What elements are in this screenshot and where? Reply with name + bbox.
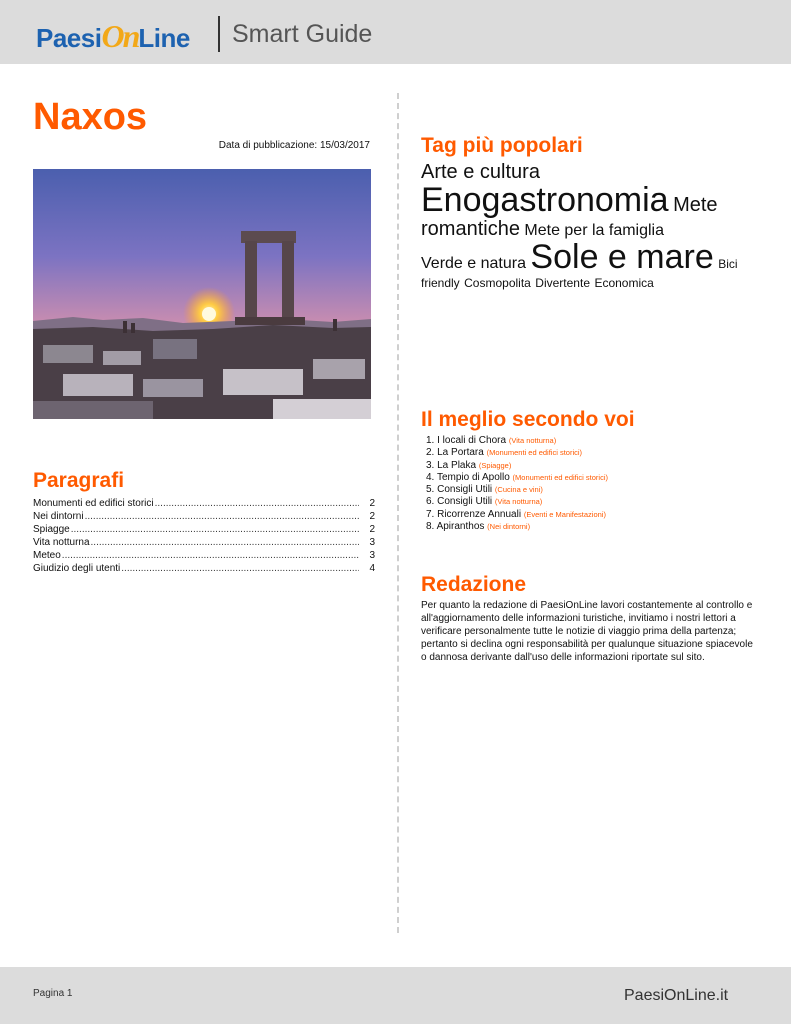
toc-row[interactable] (33, 562, 375, 575)
best-item-category: (Vita notturna) (508, 436, 557, 445)
tag-cloud (421, 162, 761, 292)
toc-page-number: 2 (369, 498, 375, 509)
publication-date: Data di pubblicazione: 15/03/2017 (218, 140, 370, 151)
best-item-category: (Vita notturna) (494, 497, 543, 507)
redazione-text: Per quanto la redazione di PaesiOnLine lavori costantemente al controllo e all'aggiornamento delle informazioni turistiche, invitiamo i nostri lettori a verificare personalmente tutte le notizie di viaggio prima della partenza; pertanto si declina ogni responsabilità per qualunque situazione spiacevole o dannosa derivante dall'uso delle informazioni riportate sul sito. (421, 600, 753, 663)
best-item-name: 2. La Portara (426, 447, 484, 459)
page-number: Pagina 1 (33, 988, 73, 999)
list-item[interactable] (426, 472, 756, 484)
logo-text-on: On (101, 18, 139, 54)
footer-bar (0, 967, 791, 1024)
toc-label: Giudizio degli utenti (33, 563, 121, 574)
toc-leader-dots (85, 510, 359, 523)
best-item-name: 4. Tempio di Apollo (426, 471, 510, 483)
column-divider (397, 93, 399, 933)
footer-site-link[interactable]: PaesiOnLine.it (624, 987, 729, 1004)
best-item-category: (Monumenti ed edifici storici) (512, 472, 608, 482)
list-item[interactable] (426, 435, 756, 447)
tag-link[interactable]: Bici friendly (421, 256, 738, 291)
toc-leader-dots (155, 497, 359, 510)
tags-heading: Tag più popolari (421, 134, 583, 157)
list-item[interactable] (426, 496, 756, 508)
list-item[interactable] (426, 460, 756, 472)
toc-row[interactable] (33, 549, 375, 562)
toc-leader-dots (121, 562, 359, 575)
toc-page-number: 3 (369, 550, 375, 561)
list-item[interactable] (426, 509, 756, 521)
toc-leader-dots (62, 549, 359, 562)
toc-label: Meteo (33, 550, 61, 561)
best-item-name: 8. Apiranthos (426, 521, 485, 533)
best-item-category: (Cucina e vini) (494, 485, 543, 495)
toc-label: Monumenti ed edifici storici (33, 498, 154, 509)
logo-text-paesi: Paesi (36, 23, 102, 53)
best-item-name: 3. La Plaka (426, 459, 477, 471)
tag-link[interactable]: Enogastronomia (421, 181, 669, 219)
toc-row[interactable] (33, 523, 375, 536)
best-item-name: 6. Consigli Utili (426, 496, 493, 508)
toc-row[interactable] (33, 536, 375, 549)
paesionline-logo[interactable] (36, 18, 190, 58)
header-title: Smart Guide (232, 20, 373, 48)
toc-page-number: 2 (369, 524, 375, 535)
list-item[interactable] (426, 447, 756, 459)
best-item-name: 5. Consigli Utili (426, 484, 493, 496)
toc-leader-dots (71, 523, 359, 536)
tag-link[interactable]: Verde e natura (421, 254, 526, 272)
list-item[interactable] (426, 484, 756, 496)
tag-link[interactable]: Mete romantiche (421, 194, 718, 240)
logo-text-line: Line (138, 23, 190, 53)
tag-link[interactable]: Cosmopolita (464, 276, 531, 291)
tag-link[interactable]: Economica (594, 276, 654, 291)
toc-page-number: 2 (369, 511, 375, 522)
paragrafi-heading: Paragrafi (33, 469, 125, 492)
best-item-category: (Spiagge) (478, 460, 512, 470)
tag-link[interactable]: Arte e cultura (421, 161, 540, 183)
best-heading: Il meglio secondo voi (421, 408, 635, 431)
best-item-category: (Nei dintorni) (487, 522, 531, 532)
best-list (426, 435, 756, 533)
redazione-heading: Redazione (421, 573, 527, 596)
header-bar (0, 0, 791, 64)
toc-row[interactable] (33, 510, 375, 523)
toc-page-number: 4 (369, 563, 375, 574)
toc-label: Nei dintorni (33, 511, 84, 522)
tag-link[interactable]: Sole e mare (530, 237, 714, 276)
toc-label: Spiagge (33, 524, 70, 535)
toc-leader-dots (91, 536, 359, 549)
header-separator (218, 16, 220, 52)
best-item-category: (Eventi e Manifestazioni) (523, 509, 606, 519)
best-item-name: 7. Ricorrenze Annuali (426, 508, 522, 520)
paragrafi-list (33, 497, 375, 575)
best-item-name: 1. I locali di Chora (426, 435, 507, 446)
toc-row[interactable] (33, 497, 375, 510)
tag-link[interactable]: Mete per la famiglia (524, 221, 665, 239)
toc-label: Vita notturna (33, 537, 90, 548)
list-item[interactable] (426, 521, 756, 533)
tag-link[interactable]: Divertente (535, 276, 590, 291)
best-item-category: (Monumenti ed edifici storici) (486, 448, 583, 458)
page-title: Naxos (33, 96, 148, 138)
hero-photo-portara-sunset (33, 169, 371, 419)
toc-page-number: 3 (369, 537, 375, 548)
